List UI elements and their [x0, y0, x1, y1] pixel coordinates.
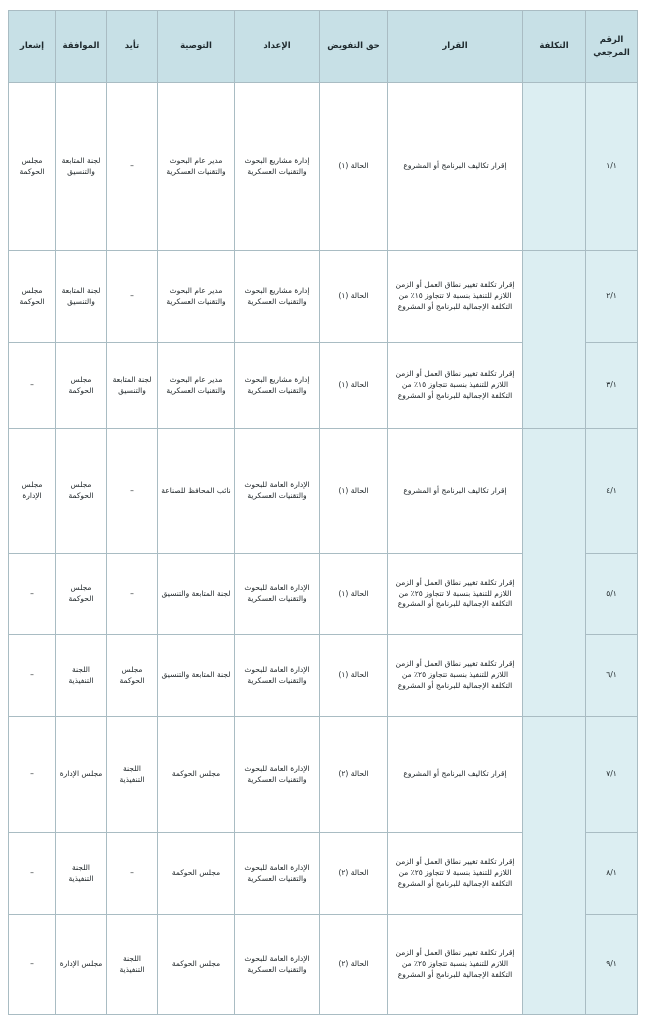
decision-cell: إقرار تكاليف البرنامج أو المشروع: [388, 717, 523, 833]
recommendation-cell: مجلس الحوكمة: [158, 833, 235, 915]
authority-cell: الحالة (١): [320, 429, 388, 554]
notify-cell: –: [9, 343, 56, 429]
header-cost: التكلفة: [523, 11, 586, 83]
decision-cell: إقرار تكاليف البرنامج أو المشروع: [388, 83, 523, 251]
ref-cell: ١/١: [586, 83, 638, 251]
recommendation-cell: مجلس الحوكمة: [158, 915, 235, 1015]
decision-cell: إقرار تكلفة تغيير نطاق العمل أو الزمن اللازم للتنفيذ بنسبة لا تتجاوز ١٥٪ من التكلفة الإجمالية للبرنامج أو المشروع: [388, 251, 523, 343]
approval-cell: لجنة المتابعة والتنسيق: [56, 251, 107, 343]
notify-cell: –: [9, 717, 56, 833]
prep-cell: الإدارة العامة للبحوث والتقنيات العسكرية: [235, 833, 320, 915]
header-authority: حق التفويض: [320, 11, 388, 83]
recommendation-cell: لجنة المتابعة والتنسيق: [158, 635, 235, 717]
approval-cell: مجلس الإدارة: [56, 915, 107, 1015]
ref-cell: ٦/١: [586, 635, 638, 717]
approval-cell: اللجنة التنفيذية: [56, 833, 107, 915]
delegation-table: [8, 10, 638, 1015]
cost-cell: [523, 83, 586, 251]
approval-cell: مجلس الحوكمة: [56, 343, 107, 429]
table-row: [9, 83, 638, 251]
table-row: [9, 717, 638, 833]
header-prep: الإعداد: [235, 11, 320, 83]
header-notify: إشعار: [9, 11, 56, 83]
recommendation-cell: لجنة المتابعة والتنسيق: [158, 554, 235, 635]
recommendation-cell: مدير عام البحوث والتقنيات العسكرية: [158, 343, 235, 429]
header-decision: القرار: [388, 11, 523, 83]
recommendation-cell: نائب المحافظ للصناعة: [158, 429, 235, 554]
ref-cell: ٧/١: [586, 717, 638, 833]
recommendation-cell: مجلس الحوكمة: [158, 717, 235, 833]
authority-cell: الحالة (١): [320, 83, 388, 251]
authority-cell: الحالة (٢): [320, 915, 388, 1015]
authority-cell: الحالة (٢): [320, 833, 388, 915]
authority-cell: الحالة (١): [320, 251, 388, 343]
prep-cell: الإدارة العامة للبحوث والتقنيات العسكرية: [235, 429, 320, 554]
endorse-cell: مجلس الحوكمة: [107, 635, 158, 717]
prep-cell: الإدارة العامة للبحوث والتقنيات العسكرية: [235, 717, 320, 833]
header-endorse: تأيد: [107, 11, 158, 83]
authority-cell: الحالة (١): [320, 635, 388, 717]
prep-cell: الإدارة العامة للبحوث والتقنيات العسكرية: [235, 915, 320, 1015]
header-recommendation: التوصية: [158, 11, 235, 83]
endorse-cell: –: [107, 429, 158, 554]
endorse-cell: –: [107, 833, 158, 915]
decision-cell: إقرار تكلفة تغيير نطاق العمل أو الزمن اللازم للتنفيذ بنسبة لا تتجاوز ٢٥٪ من التكلفة الإجمالية للبرنامج أو المشروع: [388, 833, 523, 915]
prep-cell: إدارة مشاريع البحوث والتقنيات العسكرية: [235, 251, 320, 343]
endorse-cell: لجنة المتابعة والتنسيق: [107, 343, 158, 429]
approval-cell: مجلس الحوكمة: [56, 429, 107, 554]
cost-cell: [523, 717, 586, 1015]
decision-cell: إقرار تكلفة تغيير نطاق العمل أو الزمن اللازم للتنفيذ بنسبة تتجاوز ٢٥٪ من التكلفة الإجمالية للبرنامج أو المشروع: [388, 915, 523, 1015]
notify-cell: –: [9, 833, 56, 915]
authority-cell: الحالة (٢): [320, 717, 388, 833]
approval-cell: مجلس الإدارة: [56, 717, 107, 833]
ref-cell: ٨/١: [586, 833, 638, 915]
notify-cell: مجلس الإدارة: [9, 429, 56, 554]
decision-cell: إقرار تكاليف البرنامج أو المشروع: [388, 429, 523, 554]
approval-cell: مجلس الحوكمة: [56, 554, 107, 635]
recommendation-cell: مدير عام البحوث والتقنيات العسكرية: [158, 251, 235, 343]
decision-cell: إقرار تكلفة تغيير نطاق العمل أو الزمن اللازم للتنفيذ بنسبة لا تتجاوز ٢٥٪ من التكلفة الإجمالية للبرنامج أو المشروع: [388, 554, 523, 635]
endorse-cell: –: [107, 83, 158, 251]
notify-cell: –: [9, 635, 56, 717]
ref-cell: ٤/١: [586, 429, 638, 554]
decision-cell: إقرار تكلفة تغيير نطاق العمل أو الزمن اللازم للتنفيذ بنسبة تتجاوز ٢٥٪ من التكلفة الإجمالية للبرنامج أو المشروع: [388, 635, 523, 717]
approval-cell: لجنة المتابعة والتنسيق: [56, 83, 107, 251]
notify-cell: مجلس الحوكمة: [9, 251, 56, 343]
cost-cell: [523, 429, 586, 717]
prep-cell: إدارة مشاريع البحوث والتقنيات العسكرية: [235, 83, 320, 251]
ref-cell: ٥/١: [586, 554, 638, 635]
table-row: [9, 429, 638, 554]
approval-cell: اللجنة التنفيذية: [56, 635, 107, 717]
endorse-cell: –: [107, 554, 158, 635]
endorse-cell: –: [107, 251, 158, 343]
notify-cell: مجلس الحوكمة: [9, 83, 56, 251]
decision-cell: إقرار تكلفة تغيير نطاق العمل أو الزمن اللازم للتنفيذ بنسبة تتجاوز ١٥٪ من التكلفة الإجمالية للبرنامج أو المشروع: [388, 343, 523, 429]
ref-cell: ٢/١: [586, 251, 638, 343]
ref-cell: ٩/١: [586, 915, 638, 1015]
authority-cell: الحالة (١): [320, 554, 388, 635]
header-approval: الموافقة: [56, 11, 107, 83]
endorse-cell: اللجنة التنفيذية: [107, 717, 158, 833]
header-ref: الرقم المرجعي: [586, 11, 638, 83]
cost-cell: [523, 251, 586, 429]
prep-cell: الإدارة العامة للبحوث والتقنيات العسكرية: [235, 554, 320, 635]
prep-cell: الإدارة العامة للبحوث والتقنيات العسكرية: [235, 635, 320, 717]
notify-cell: –: [9, 554, 56, 635]
authority-cell: الحالة (١): [320, 343, 388, 429]
ref-cell: ٣/١: [586, 343, 638, 429]
header-row: [9, 11, 638, 83]
recommendation-cell: مدير عام البحوث والتقنيات العسكرية: [158, 83, 235, 251]
notify-cell: –: [9, 915, 56, 1015]
endorse-cell: اللجنة التنفيذية: [107, 915, 158, 1015]
table-row: [9, 251, 638, 343]
prep-cell: إدارة مشاريع البحوث والتقنيات العسكرية: [235, 343, 320, 429]
